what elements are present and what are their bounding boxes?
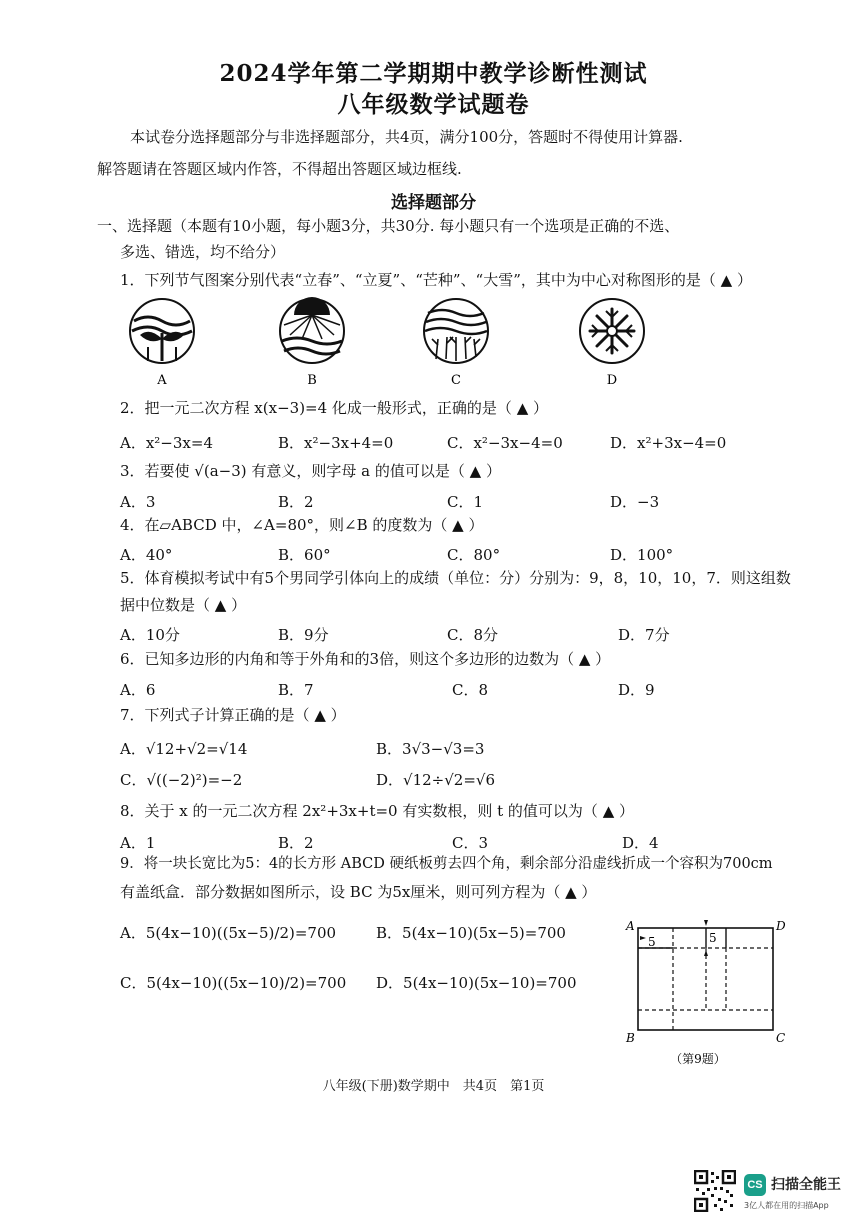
q7-stem: 7．下列式子计算正确的是（ ▲ ） xyxy=(120,706,346,724)
figure-d-daxue xyxy=(580,299,644,363)
exam-title: 2024学年第二学期期中教学诊断性测试 xyxy=(219,60,648,87)
q7-option-b: B．3√3−√3=3 xyxy=(376,740,485,758)
q1-label-d: D xyxy=(606,373,618,388)
q6-stem: 6．已知多边形的内角和等于外角和的3倍，则这个多边形的边数为（ ▲ ） xyxy=(120,650,611,668)
q2-option-b: B．x²−3x+4=0 xyxy=(278,434,394,452)
q1-figures xyxy=(120,295,680,390)
q2-option-d: D．x²+3x−4=0 xyxy=(610,434,727,452)
q4-option-c: C．80° xyxy=(447,546,501,564)
figure-b-lixia xyxy=(280,297,344,363)
q5-option-a: A．10分 xyxy=(120,626,180,644)
instruction-line-2: 解答题请在答题区域内作答，不得超出答题区域边框线. xyxy=(97,160,462,178)
q2-option-c: C．x²−3x−4=0 xyxy=(447,434,563,452)
q7-option-d: D．√12÷√2=√6 xyxy=(376,771,496,789)
q9-option-d: D．5(4x−10)(5x−10)=700 xyxy=(376,974,577,992)
q8-stem: 8．关于 x 的一元二次方程 2x²+3x+t=0 有实数根，则 t 的值可以为（ ▲ ） xyxy=(120,802,635,820)
q4-option-b: B．60° xyxy=(278,546,331,564)
q3-stem: 3．若要使 √(a−3) 有意义，则字母 a 的值可以是（ ▲ ） xyxy=(120,462,501,480)
exam-subtitle: 八年级数学试题卷 xyxy=(337,91,530,118)
q8-option-d: D．4 xyxy=(622,834,659,852)
q9-vertex-a: A xyxy=(626,919,635,933)
q5-stem-line-2: 据中位数是（ ▲ ） xyxy=(120,596,247,614)
watermark-brand: 扫描全能王 xyxy=(771,1177,841,1193)
section-title: 选择题部分 xyxy=(391,193,476,213)
q5-option-d: D．7分 xyxy=(618,626,670,644)
q9-length-5-vertical: 5 xyxy=(709,931,717,945)
watermark-tagline: 3亿人都在用的扫描App xyxy=(744,1201,829,1210)
instruction-line-1: 本试卷分选择题部分与非选择题部分，共4页，满分100分，答题时不得使用计算器. xyxy=(130,128,683,146)
q8-option-c: C．3 xyxy=(452,834,489,852)
q5-stem-line-1: 5．体育模拟考试中有5个男同学引体向上的成绩（单位：分）分别为：9，8，10，10，7．则这组数 xyxy=(120,569,791,587)
q2-stem: 2．把一元二次方程 x(x−3)=4 化成一般形式，正确的是（ ▲ ） xyxy=(120,399,549,417)
q1-label-a: A xyxy=(157,373,167,388)
part1-heading-line-1: 一、选择题（本题有10小题，每小题3分，共30分. 每小题只有一个选项是正确的不选、 xyxy=(97,217,680,235)
q6-option-d: D．9 xyxy=(618,681,655,699)
q9-option-a: A．5(4x−10)((5x−5)/2)=700 xyxy=(120,924,337,942)
q8-option-b: B．2 xyxy=(278,834,314,852)
q5-option-b: B．9分 xyxy=(278,626,329,644)
q7-option-c: C．√((−2)²)=−2 xyxy=(120,771,243,789)
part1-heading-line-2: 多选、错选，均不给分） xyxy=(120,243,286,261)
q3-option-a: A．3 xyxy=(120,493,156,511)
q4-option-a: A．40° xyxy=(120,546,173,564)
camscanner-logo-icon: CS xyxy=(744,1174,766,1196)
q8-option-a: A．1 xyxy=(120,834,156,852)
q5-option-c: C．8分 xyxy=(447,626,499,644)
q4-stem: 4．在▱ABCD 中，∠A=80°，则∠B 的度数为（ ▲ ） xyxy=(120,516,484,534)
q9-length-5-horizontal: 5 xyxy=(648,935,656,949)
q6-option-c: C．8 xyxy=(452,681,489,699)
page-footer: 八年级(下册)数学期中 共4页 第1页 xyxy=(322,1079,545,1094)
q9-figure xyxy=(618,910,793,1070)
qr-code xyxy=(694,1170,736,1212)
figure-c-mangzhong xyxy=(424,299,488,363)
q6-option-a: A．6 xyxy=(120,681,156,699)
q1-stem: 1．下列节气图案分别代表“立春”、“立夏”、“芒种”、“大雪”，其中为中心对称图形的是（ ▲ ） xyxy=(120,271,752,289)
q9-stem-line-2: 有盖纸盒．部分数据如图所示，设 BC 为5x厘米，则可列方程为（ ▲ ） xyxy=(120,883,597,901)
q9-option-b: B．5(4x−10)(5x−5)=700 xyxy=(376,924,566,942)
q9-option-c: C．5(4x−10)((5x−10)/2)=700 xyxy=(120,974,347,992)
q9-caption: （第9题） xyxy=(670,1052,726,1066)
q3-option-c: C．1 xyxy=(447,493,484,511)
q9-vertex-d: D xyxy=(776,919,786,933)
q9-stem-line-1: 9．将一块长宽比为5：4的长方形 ABCD 硬纸板剪去四个角，剩余部分沿虚线折成一个容积为700cm xyxy=(120,856,773,872)
q4-option-d: D．100° xyxy=(610,546,674,564)
q7-option-a: A．√12+√2=√14 xyxy=(120,740,248,758)
q9-vertex-b: B xyxy=(626,1031,635,1045)
q6-option-b: B．7 xyxy=(278,681,314,699)
q3-option-d: D．−3 xyxy=(610,493,660,511)
q9-vertex-c: C xyxy=(776,1031,786,1045)
figure-a-lichun xyxy=(130,299,194,363)
q2-option-a: A．x²−3x=4 xyxy=(120,434,213,452)
q1-label-c: C xyxy=(451,373,461,388)
q3-option-b: B．2 xyxy=(278,493,314,511)
q1-label-b: B xyxy=(307,373,317,388)
